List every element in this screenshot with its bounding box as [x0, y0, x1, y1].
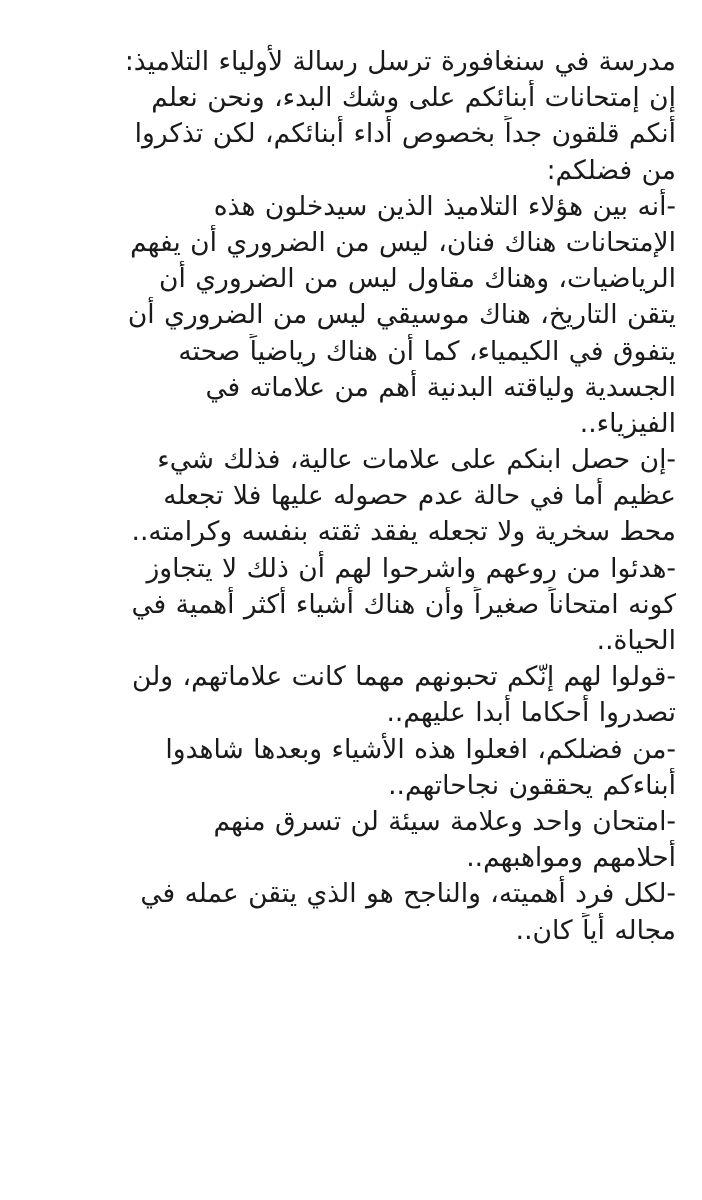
text-line: كونه امتحاناً صغيراً وأن هناك أشياء أكثر أهمية في: [131, 588, 676, 620]
text-line: يتقن التاريخ، هناك موسيقي ليس من الضروري أن: [127, 299, 676, 331]
text-line: عظيم أما في حالة عدم حصوله عليها فلا تجعله: [163, 480, 676, 512]
text-line: -قولوا لهم إنّكم تحبونهم مهما كانت علاماتهم، ولن: [132, 661, 676, 693]
text-line: أنكم قلقون جداً بخصوص أداء أبنائكم، لكن تذكروا: [134, 118, 676, 150]
text-line: -امتحان واحد وعلامة سيئة لن تسرق منهم: [213, 805, 676, 837]
text-line: -لكل فرد أهميته، والناجح هو الذي يتقن عمله في: [140, 878, 676, 910]
letter-text: [26, 44, 676, 949]
text-line: من فضلكم:: [546, 154, 676, 186]
text-line: أبناءكم يحققون نجاحاتهم..: [388, 769, 676, 801]
text-line: الجسدية ولياقته البدنية أهم من علاماته في: [205, 371, 676, 403]
text-line: -هدئوا من روعهم واشرحوا لهم أن ذلك لا يتجاوز: [146, 552, 676, 584]
text-line: مدرسة في سنغافورة ترسل رسالة لأولياء التلاميذ:: [124, 46, 676, 77]
text-line: مجاله أياً كان..: [515, 914, 676, 946]
text-line: الفيزياء..: [579, 407, 676, 439]
text-line: محط سخرية ولا تجعله يفقد ثقته بنفسه وكرامته..: [131, 516, 676, 548]
text-line: -من فضلكم، افعلوا هذه الأشياء وبعدها شاهدوا: [165, 733, 676, 765]
text-line: -إن حصل ابنكم على علامات عالية، فذلك شيء: [157, 444, 676, 476]
text-line: إن إمتحانات أبنائكم على وشك البدء، ونحن نعلم: [151, 82, 676, 114]
text-line: -أنه بين هؤلاء التلاميذ الذين سيدخلون هذه: [213, 190, 676, 222]
text-line: يتفوق في الكيمياء، كما أن هناك رياضياً صحته: [178, 335, 676, 367]
text-line: الحياة..: [596, 625, 676, 656]
text-line: أحلامهم ومواهبهم..: [466, 842, 676, 874]
text-line: الإمتحانات هناك فنان، ليس من الضروري أن يفهم: [130, 226, 676, 258]
text-line: الرياضيات، وهناك مقاول ليس من الضروري أن: [159, 263, 676, 295]
text-line: تصدروا أحكاما أبدا عليهم..: [386, 697, 676, 729]
